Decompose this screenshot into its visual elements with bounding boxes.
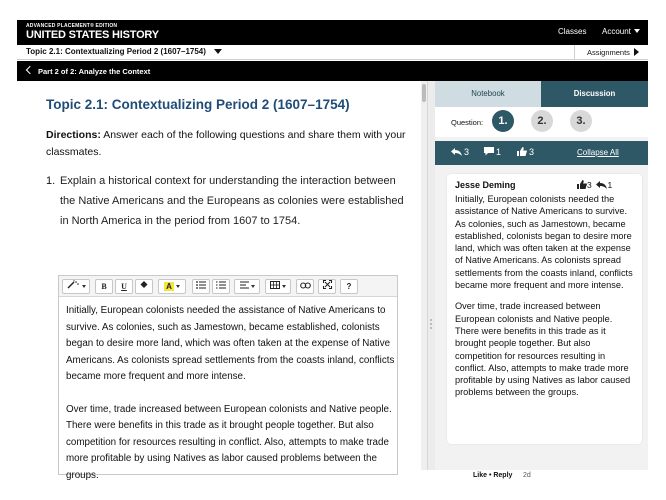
bold-button[interactable]: B: [95, 279, 113, 294]
chevron-down-icon: [176, 285, 180, 288]
align-button[interactable]: [234, 279, 260, 294]
underline-button[interactable]: U: [115, 279, 133, 294]
nav-classes-link[interactable]: Classes: [558, 27, 587, 36]
discussion-stats-bar: [435, 141, 648, 165]
link-button[interactable]: [296, 279, 314, 294]
topic-dropdown[interactable]: [26, 47, 222, 56]
comments-count-value: 1: [496, 147, 502, 157]
bullet-list-icon: [196, 281, 206, 289]
back-chevron-icon[interactable]: [26, 66, 34, 74]
post-replies-count: 1: [607, 180, 613, 190]
page-title: Topic 2.1: Contextualizing Period 2 (1607–1754): [46, 97, 350, 112]
expand-icon: [323, 280, 332, 289]
pane-divider[interactable]: [427, 81, 435, 470]
post-author: Jesse Deming: [455, 180, 516, 190]
question-3-button[interactable]: 3.: [570, 110, 592, 132]
chevron-down-icon: [82, 285, 86, 288]
content-pane: [17, 81, 421, 481]
likes-count: [517, 147, 534, 157]
table-button[interactable]: [265, 279, 291, 294]
post-paragraph: Initially, European colonists needed the assistance of Native Americans to survive. As colonies, such as Jamestown, became established, colonists began to desire more land, which was often taken at the expense of Native Americans. As colonists spread settlements from the coasts inland, conflicts became more frequent and more intense.: [455, 194, 633, 291]
comments-count: [484, 147, 501, 157]
assignments-button[interactable]: [574, 45, 648, 60]
thumbs-up-icon: [517, 147, 527, 156]
comment-icon: [484, 147, 494, 156]
question-1-button[interactable]: 1.: [492, 110, 514, 132]
help-button[interactable]: ?: [340, 279, 358, 294]
brand-title: UNITED STATES HISTORY: [26, 29, 159, 41]
top-navbar: [17, 20, 648, 45]
collapse-all-link[interactable]: Collapse All: [577, 148, 619, 157]
fullscreen-button[interactable]: [318, 279, 336, 294]
align-left-icon: [240, 281, 249, 289]
table-icon: [270, 281, 280, 289]
numbered-list-button[interactable]: [212, 279, 230, 294]
magic-wand-icon: [66, 280, 80, 289]
bullet-list-button[interactable]: [192, 279, 210, 294]
topic-bar: [17, 45, 648, 60]
directions: [46, 127, 406, 161]
clear-format-button[interactable]: [135, 279, 153, 294]
question-text: Explain a historical context for understanding the interaction between the Native Americans and the Europeans as colonies were established in North America in the period from 1607 to 1754.: [60, 175, 404, 227]
likes-count-value: 3: [529, 147, 535, 157]
nav-account-label: Account: [602, 27, 631, 36]
question-label: Question:: [451, 118, 484, 127]
tab-notebook[interactable]: Notebook: [435, 81, 541, 107]
scrollbar-thumb[interactable]: [422, 84, 426, 102]
caret-right-icon: [634, 48, 639, 56]
highlight-button[interactable]: [158, 279, 186, 294]
topic-dropdown-label: Topic 2.1: Contextualizing Period 2 (1607–1754): [26, 47, 206, 56]
answer-paragraph: Over time, trade increased between European colonists and Native people. There were benefits in this trade as it brought people together. But also competition for resources resulting in conflict. Also, attempts to make trade more profitable by using Natives as labor caused problems between the groups.: [66, 403, 392, 481]
like-reply-actions[interactable]: Like • Reply: [473, 472, 513, 479]
question-number: 1.: [46, 175, 56, 187]
chevron-down-icon: [634, 29, 640, 33]
brand-edition: ADVANCED PLACEMENT® EDITION: [26, 23, 118, 29]
app-frame: [17, 20, 648, 481]
reply-icon[interactable]: [596, 181, 607, 189]
answer-paragraph: Initially, European colonists needed the assistance of Native Americans to survive. As colonies, such as Jamestown, became established, colonists began to desire more land, which was often taken at the expense of Native Americans. As colonists spread settlements from the coasts inland, conflicts became more frequent and more intense.: [66, 305, 395, 382]
tab-discussion[interactable]: Discussion: [541, 81, 648, 107]
post-body: [455, 193, 638, 408]
chevron-down-icon: [282, 285, 286, 288]
assignments-label: Assignments: [587, 48, 630, 57]
drag-handle-icon[interactable]: [430, 318, 432, 330]
reply-icon: [451, 148, 462, 156]
magic-wand-button[interactable]: [62, 279, 90, 294]
part-bar: [17, 61, 648, 81]
post-likes-count: 3: [587, 180, 592, 190]
directions-text: Answer each of the following questions and share them with your classmates.: [46, 129, 406, 158]
question-selector: [435, 107, 648, 137]
part-label: Part 2 of 2: Analyze the Context: [38, 67, 151, 76]
eraser-icon: [140, 280, 149, 289]
answer-text[interactable]: [66, 303, 396, 500]
replies-count: [451, 147, 469, 157]
discussion-pane: [435, 81, 648, 479]
chevron-down-icon: [251, 285, 255, 288]
thumbs-up-icon[interactable]: [577, 180, 587, 189]
highlight-label: A: [166, 282, 172, 291]
post-paragraph: Over time, trade increased between European colonists and Native people. There were benefits in this trade as it brought people together. But also competition for resources resulting in conflict. Also, attempts to make trade more profitable by using Natives as labor caused problems between the groups.: [455, 301, 631, 398]
answer-editor[interactable]: [58, 275, 398, 481]
directions-label: Directions:: [46, 129, 101, 141]
caret-down-icon: [214, 49, 222, 54]
editor-toolbar: [59, 276, 397, 297]
link-icon: [300, 282, 311, 289]
nav-account-menu[interactable]: [602, 27, 640, 36]
discussion-post: [447, 174, 642, 444]
question-2-button[interactable]: 2.: [531, 110, 553, 132]
replies-count-value: 3: [464, 147, 470, 157]
post-timestamp: 2d: [523, 472, 531, 479]
post-reactions: [577, 180, 612, 190]
numbered-list-icon: [216, 281, 226, 289]
